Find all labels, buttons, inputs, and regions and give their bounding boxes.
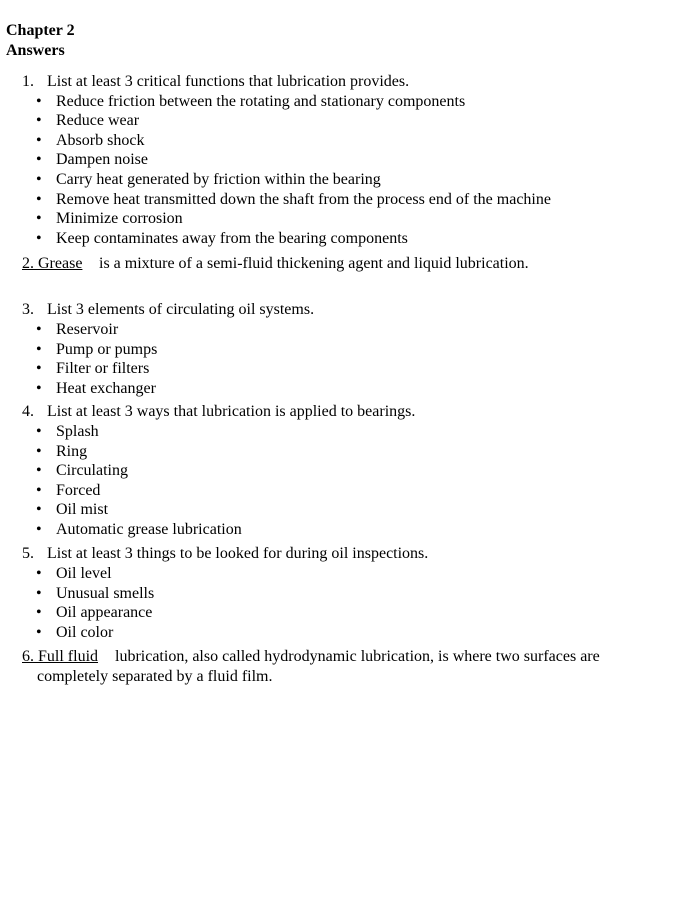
- list-item: • Minimize corrosion: [36, 210, 183, 228]
- bullet-icon: •: [36, 112, 42, 130]
- bullet-icon: •: [36, 442, 42, 460]
- question-number: 3.: [22, 301, 34, 319]
- question-5: [0, 544, 695, 564]
- bullet-icon: •: [36, 92, 42, 110]
- bullet-icon: •: [36, 501, 42, 519]
- bullet-icon: •: [36, 340, 42, 358]
- list-item: • Dampen noise: [36, 151, 148, 169]
- bullet-icon: •: [36, 210, 42, 228]
- bullet-icon: •: [36, 422, 42, 440]
- list-item: • Remove heat transmitted down the shaft from the process end of the machine: [36, 190, 551, 208]
- list-item: • Oil mist: [36, 501, 109, 519]
- list-item: • Pump or pumps: [36, 340, 158, 358]
- question-number: 1.: [22, 73, 34, 90]
- question-text: List 3 elements of circulating oil systems.: [47, 301, 315, 319]
- bullet-icon: •: [36, 190, 42, 208]
- list-item: • Reduce friction between the rotating and stationary components: [36, 92, 466, 110]
- list-item: • Splash: [36, 422, 99, 440]
- list-item: • Filter or filters: [36, 360, 150, 378]
- fill-in-answer: 2. Grease: [22, 255, 83, 273]
- question-number: 4.: [22, 403, 34, 421]
- list-item: • Absorb shock: [36, 131, 145, 149]
- question-6: [0, 647, 695, 667]
- question-number: 5.: [22, 545, 34, 563]
- bullet-icon: •: [36, 360, 42, 378]
- list-item: • Carry heat generated by friction within the bearing: [36, 170, 381, 188]
- bullet-icon: •: [36, 604, 42, 622]
- list-item: • Oil appearance: [36, 604, 153, 622]
- bullet-icon: •: [36, 584, 42, 602]
- list-item: • Oil level: [36, 565, 112, 583]
- bullet-icon: •: [36, 462, 42, 480]
- question-4: [0, 402, 695, 422]
- list-item: • Heat exchanger: [36, 379, 156, 397]
- list-item: • Circulating: [36, 462, 128, 480]
- bullet-icon: •: [36, 481, 42, 499]
- bullet-icon: •: [36, 565, 42, 583]
- bullet-icon: •: [36, 151, 42, 169]
- question-6-continuation: completely separated by a fluid film.: [37, 668, 273, 686]
- list-item: • Automatic grease lubrication: [36, 520, 242, 538]
- question-3: [0, 300, 695, 320]
- bullet-icon: •: [36, 229, 42, 247]
- fill-in-answer: 6. Full fluid: [22, 648, 99, 666]
- question-text: is a mixture of a semi-fluid thickening agent and liquid lubrication.: [99, 255, 529, 273]
- question-text: List at least 3 critical functions that lubrication provides.: [47, 73, 410, 90]
- list-item: • Keep contaminates away from the bearing components: [36, 229, 408, 247]
- list-item: • Unusual smells: [36, 584, 155, 602]
- question-1: [0, 72, 695, 92]
- answer-list: [0, 72, 695, 686]
- question-text: List at least 3 ways that lubrication is applied to bearings.: [47, 403, 416, 421]
- list-item: • Forced: [36, 481, 101, 499]
- bullet-icon: •: [36, 520, 42, 538]
- bullet-icon: •: [36, 623, 42, 641]
- answers-subtitle: Answers: [6, 42, 65, 59]
- list-item: • Reduce wear: [36, 112, 140, 130]
- list-item: • Oil color: [36, 623, 114, 641]
- bullet-icon: •: [36, 379, 42, 397]
- question-text: List at least 3 things to be looked for during oil inspections.: [47, 545, 429, 563]
- bullet-icon: •: [36, 170, 42, 188]
- list-item: • Ring: [36, 442, 88, 460]
- bullet-icon: •: [36, 131, 42, 149]
- list-item: • Reservoir: [36, 320, 119, 338]
- chapter-title: Chapter 2: [6, 22, 75, 39]
- bullet-icon: •: [36, 320, 42, 338]
- question-text: lubrication, also called hydrodynamic lubrication, is where two surfaces are: [115, 648, 600, 666]
- question-2: [0, 254, 695, 280]
